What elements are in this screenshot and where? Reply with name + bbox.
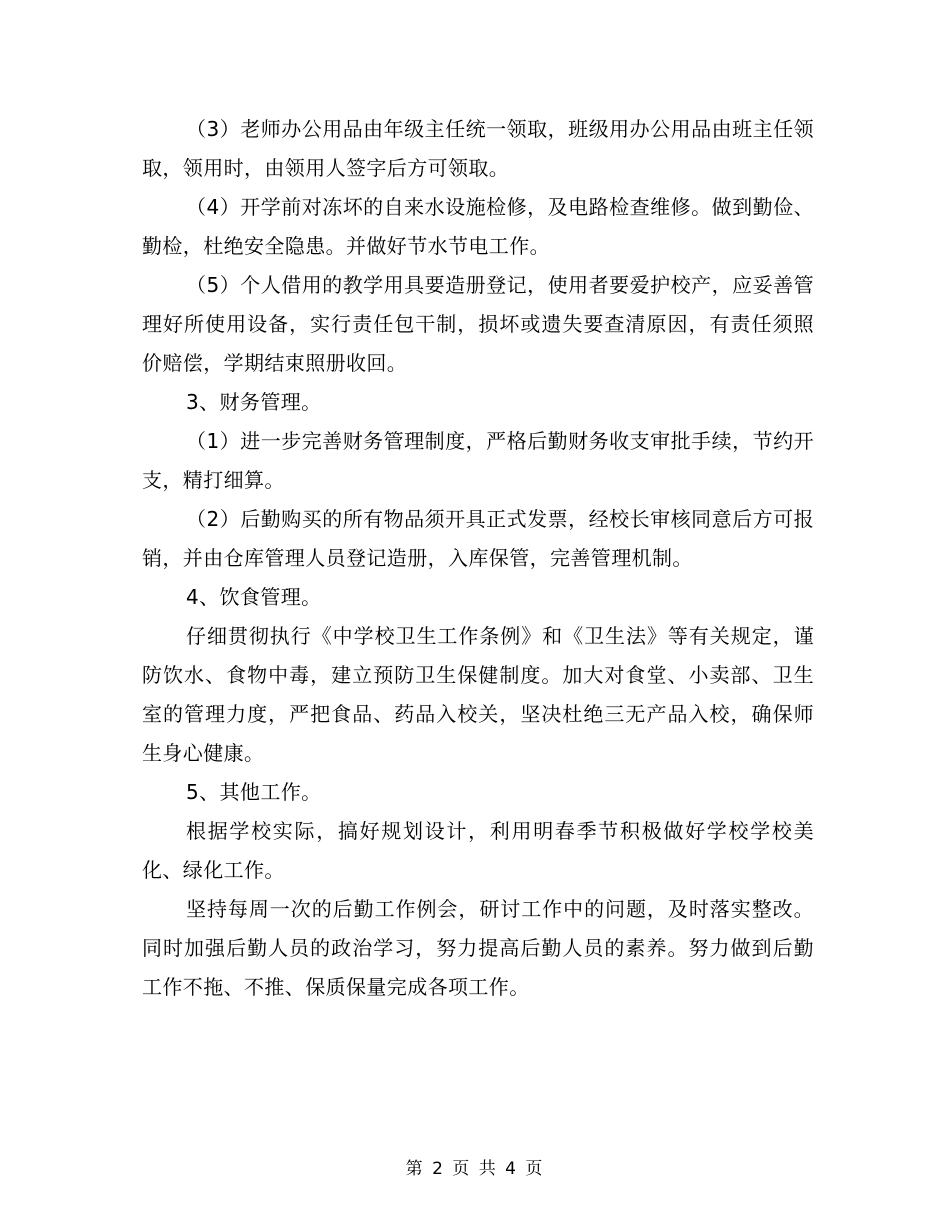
page-footer: 第 2 页 共 4 页: [405, 1159, 545, 1179]
paragraph-finance-1: （1）进一步完善财务管理制度，严格后勤财务收支审批手续，节约开支，精打细算。: [142, 429, 814, 492]
paragraph-food: 仔细贯彻执行《中学校卫生工作条例》和《卫生法》等有关规定，谨防饮水、食物中毒，建立预防卫生保健制度。加大对食堂、小卖部、卫生室的管理力度，严把食品、药品入校关，坚决杜绝三无产品入校，确保师生身心健康。: [142, 624, 814, 765]
paragraph-item-4: （4）开学前对冻坏的自来水设施检修，及电路检查维修。做到勤俭、勤检，杜绝安全隐患。并做好节水节电工作。: [142, 195, 814, 258]
section-heading-finance: 3、财务管理。: [186, 390, 322, 414]
section-heading-food: 4、饮食管理。: [186, 585, 322, 609]
section-heading-other: 5、其他工作。: [186, 780, 322, 804]
document-body: [142, 110, 814, 1007]
paragraph-item-5: （5）个人借用的教学用具要造册登记，使用者要爱护校产，应妥善管理好所使用设备，实行责任包干制，损坏或遗失要查清原因，有责任须照价赔偿，学期结束照册收回。: [142, 273, 814, 375]
paragraph-other-2: 坚持每周一次的后勤工作例会，研讨工作中的问题，及时落实整改。同时加强后勤人员的政治学习，努力提高后勤人员的素养。努力做到后勤工作不拖、不推、保质保量完成各项工作。: [142, 897, 814, 999]
paragraph-item-3: （3）老师办公用品由年级主任统一领取，班级用办公用品由班主任领取，领用时，由领用人签字后方可领取。: [142, 117, 814, 180]
paragraph-other-1: 根据学校实际，搞好规划设计，利用明春季节积极做好学校学校美化、绿化工作。: [142, 819, 814, 882]
paragraph-finance-2: （2）后勤购买的所有物品须开具正式发票，经校长审核同意后方可报销，并由仓库管理人员登记造册，入库保管，完善管理机制。: [142, 507, 814, 570]
